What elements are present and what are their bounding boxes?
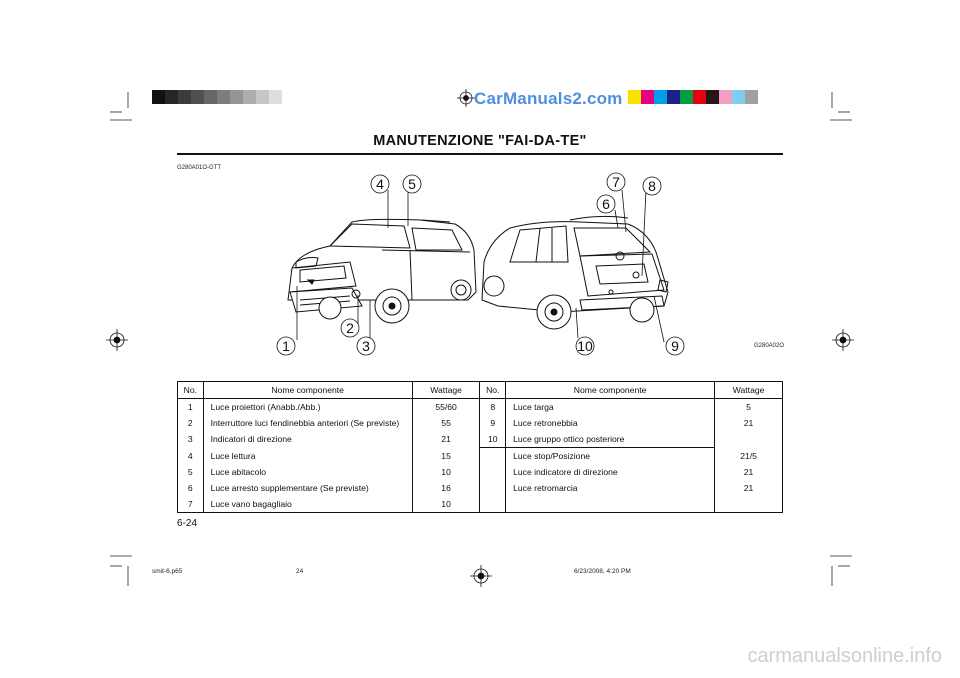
- callout-8: 8: [648, 178, 656, 194]
- cell-no: [480, 480, 506, 496]
- table-row: [178, 480, 783, 496]
- rear-suv-drawing: [482, 216, 668, 329]
- cell-no: 9: [480, 415, 506, 431]
- table-row: [178, 464, 783, 480]
- cell-name: Indicatori di direzione: [203, 431, 412, 448]
- callout-1: 1: [282, 338, 290, 354]
- cell-no: 5: [178, 464, 204, 480]
- bulb-wattage-table: [177, 381, 783, 513]
- cell-wattage: 21/5: [715, 448, 783, 465]
- cell-no: 2: [178, 415, 204, 431]
- cell-no: 10: [480, 431, 506, 448]
- page-title: MANUTENZIONE "FAI-DA-TE": [373, 133, 587, 149]
- cell-wattage: 16: [412, 480, 480, 496]
- header-name-left: Nome componente: [203, 382, 412, 399]
- header-no-right: No.: [480, 382, 506, 399]
- callout-10: 10: [577, 338, 593, 354]
- cell-wattage: 21: [412, 431, 480, 448]
- cell-wattage: [715, 496, 783, 513]
- cell-name: Luce retromarcia: [506, 480, 715, 496]
- watermark-top: CarManuals2.com: [474, 89, 623, 108]
- cell-wattage: 21: [715, 415, 783, 431]
- cell-name: Luce stop/Posizione: [506, 448, 715, 465]
- cell-wattage: 21: [715, 480, 783, 496]
- cell-no: [480, 464, 506, 480]
- callout-2: 2: [346, 320, 354, 336]
- cell-no: 3: [178, 431, 204, 448]
- cell-name: Luce vano bagagliaio: [203, 496, 412, 513]
- cell-no: 6: [178, 480, 204, 496]
- cell-wattage: 10: [412, 496, 480, 513]
- callout-7: 7: [612, 174, 620, 190]
- footer-file: smit-6.p65: [152, 568, 183, 575]
- cell-no: 7: [178, 496, 204, 513]
- header-no-left: No.: [178, 382, 204, 399]
- callout-6: 6: [602, 196, 610, 212]
- cell-wattage: 5: [715, 399, 783, 416]
- cell-wattage: 55/60: [412, 399, 480, 416]
- cell-name: Luce indicatore di direzione: [506, 464, 715, 480]
- cell-no: 4: [178, 448, 204, 465]
- cell-name: Luce targa: [506, 399, 715, 416]
- cell-wattage: 21: [715, 464, 783, 480]
- table-row: [178, 399, 783, 416]
- cell-no: 8: [480, 399, 506, 416]
- cell-wattage: 10: [412, 464, 480, 480]
- watermark-bottom: carmanualsonline.info: [747, 645, 942, 667]
- header-wattage-left: Wattage: [412, 382, 480, 399]
- cell-wattage: 55: [412, 415, 480, 431]
- front-suv-drawing: [288, 219, 476, 323]
- cell-name: [506, 496, 715, 513]
- callout-5: 5: [408, 176, 416, 192]
- footer-page: 24: [296, 568, 304, 575]
- table-row: [178, 496, 783, 513]
- table-row: [178, 415, 783, 431]
- cell-name: Luce retronebbia: [506, 415, 715, 431]
- cell-wattage: 15: [412, 448, 480, 465]
- figure-code-right: G280A02O: [754, 343, 785, 349]
- table-row: [178, 431, 783, 448]
- callout-3: 3: [362, 338, 370, 354]
- figure-code-left: G280A01O-GTT: [177, 165, 222, 171]
- callout-9: 9: [671, 338, 679, 354]
- header-name-right: Nome componente: [506, 382, 715, 399]
- cell-name: Luce gruppo ottico posteriore: [506, 431, 715, 448]
- callout-4: 4: [376, 176, 384, 192]
- cell-wattage: [715, 431, 783, 448]
- footer-date: 6/23/2008, 4:20 PM: [574, 568, 631, 575]
- cell-no: [480, 448, 506, 465]
- cell-no: 1: [178, 399, 204, 416]
- cell-name: Luce abitacolo: [203, 464, 412, 480]
- page-number: 6-24: [177, 518, 198, 529]
- table-row: [178, 448, 783, 465]
- cell-name: Luce proiettori (Anabb./Abb.): [203, 399, 412, 416]
- cell-name: Luce arresto supplementare (Se previste): [203, 480, 412, 496]
- cell-name: Luce lettura: [203, 448, 412, 465]
- header-wattage-right: Wattage: [715, 382, 783, 399]
- cell-name: Interruttore luci fendinebbia anteriori (Se previste): [203, 415, 412, 431]
- cell-no: [480, 496, 506, 513]
